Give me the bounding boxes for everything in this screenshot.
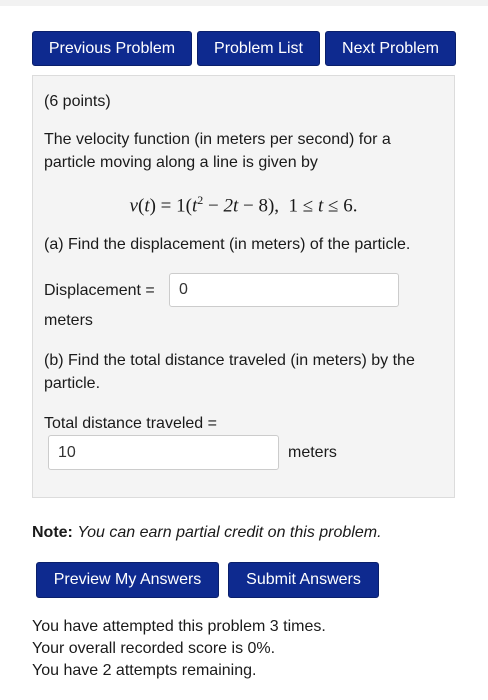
note-label: Note: (32, 524, 73, 541)
preview-answers-button[interactable]: Preview My Answers (36, 562, 219, 598)
distance-label: Total distance traveled = (44, 415, 217, 432)
distance-input[interactable] (48, 435, 279, 470)
part-b-prompt-line-2: particle. (44, 375, 101, 392)
part-b-prompt-line-1: (b) Find the total distance traveled (in meters) by the (44, 352, 415, 369)
problem-intro-line-2: particle moving along a line is given by (44, 154, 318, 171)
problem-list-button[interactable]: Problem List (197, 31, 320, 66)
distance-unit: meters (288, 444, 337, 461)
next-problem-button[interactable]: Next Problem (325, 31, 456, 66)
remaining-attempts-text: You have 2 attempts remaining. (32, 662, 257, 679)
submit-answers-button[interactable]: Submit Answers (228, 562, 379, 598)
part-a-prompt: (a) Find the displacement (in meters) of the particle. (44, 236, 411, 253)
partial-credit-note (32, 524, 382, 542)
problem-points: (6 points) (44, 93, 111, 110)
velocity-formula: $v(t) = 1(t^2 - 2t - 8)$, 1 ≤ t ≤ 6. (129, 193, 358, 217)
displacement-label: Displacement = (44, 282, 155, 299)
top-strip (0, 0, 488, 6)
displacement-unit: meters (44, 312, 93, 329)
score-text: Your overall recorded score is 0%. (32, 640, 276, 657)
problem-panel (32, 75, 455, 498)
attempts-text: You have attempted this problem 3 times. (32, 618, 326, 635)
answer-actions (36, 562, 379, 598)
problem-navigation (32, 31, 461, 66)
note-text: You can earn partial credit on this problem. (77, 524, 382, 541)
problem-intro-line-1: The velocity function (in meters per second) for a (44, 131, 391, 148)
previous-problem-button[interactable]: Previous Problem (32, 31, 192, 66)
displacement-input[interactable] (169, 273, 399, 307)
